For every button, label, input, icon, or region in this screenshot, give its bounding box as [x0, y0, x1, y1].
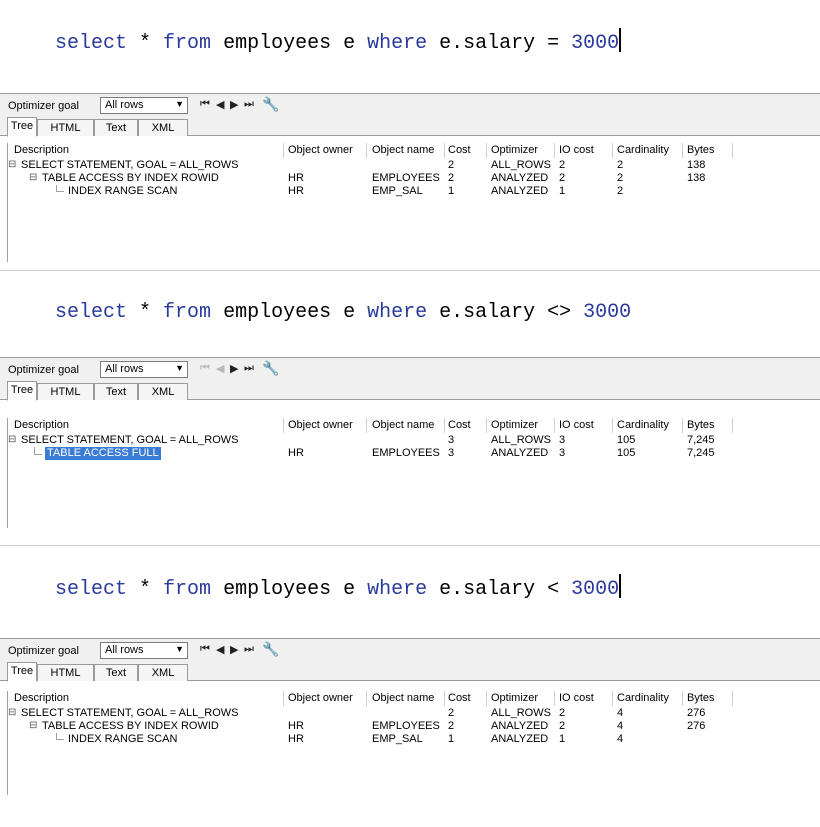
col-cost[interactable]: Cost	[448, 419, 471, 431]
first-icon[interactable]: ⏮	[200, 643, 210, 655]
sql-editor-1[interactable]	[0, 0, 820, 93]
sql-text: e.salary <>	[427, 301, 584, 324]
optimizer-toolbar-3	[0, 638, 820, 662]
tab-html[interactable]: HTML	[37, 119, 94, 136]
optimizer-goal-value: All rows	[105, 644, 144, 656]
row-cost: 2	[448, 172, 455, 184]
row-bytes: 276	[687, 720, 706, 732]
collapse-icon[interactable]: ⊟	[29, 720, 38, 731]
row-cardinality: 2	[617, 185, 624, 197]
col-cardinality[interactable]: Cardinality	[617, 419, 669, 431]
row-bytes: 276	[687, 707, 706, 719]
col-io-cost[interactable]: IO cost	[559, 144, 594, 156]
row-object-name: EMPLOYEES	[372, 172, 440, 184]
plan-panel-2	[0, 270, 820, 532]
col-object-owner[interactable]: Object owner	[288, 144, 353, 156]
plan-grid-3	[7, 691, 820, 795]
row-cost: 2	[448, 159, 455, 171]
sql-number: 3000	[571, 32, 620, 55]
row-object-name: EMP_SAL	[372, 185, 423, 197]
row-cardinality: 4	[617, 733, 624, 745]
row-io-cost: 2	[559, 707, 566, 719]
sql-text: *	[127, 301, 164, 324]
row-optimizer: ALL_ROWS	[491, 434, 551, 446]
next-icon[interactable]: ▶	[230, 99, 239, 111]
sql-keyword: select	[55, 301, 128, 324]
sql-keyword: from	[163, 301, 212, 324]
plan-panel-1	[0, 0, 820, 262]
grid-header	[8, 691, 820, 706]
row-description: SELECT STATEMENT, GOAL = ALL_ROWS	[21, 159, 239, 171]
sql-keyword: where	[367, 32, 428, 55]
row-object-name: EMP_SAL	[372, 733, 423, 745]
sql-text: employees e	[211, 32, 368, 55]
sql-number: 3000	[583, 301, 632, 324]
output-tabs-2	[0, 381, 820, 400]
table-row[interactable]	[8, 159, 820, 172]
col-optimizer[interactable]: Optimizer	[491, 692, 539, 704]
sql-keyword: select	[55, 32, 128, 55]
sql-keyword: from	[163, 578, 212, 601]
collapse-icon[interactable]: ⊟	[8, 707, 17, 718]
row-owner: HR	[288, 447, 304, 459]
row-cardinality: 105	[617, 447, 636, 459]
chevron-down-icon: ▼	[175, 99, 184, 109]
col-description[interactable]: Description	[14, 144, 70, 156]
row-cost: 1	[448, 733, 455, 745]
col-cardinality[interactable]: Cardinality	[617, 144, 669, 156]
optimizer-goal-select[interactable]	[100, 361, 188, 378]
output-tabs-1	[0, 117, 820, 136]
tree-connector	[34, 447, 35, 454]
col-bytes[interactable]: Bytes	[687, 419, 715, 431]
sql-editor-2[interactable]	[0, 270, 820, 357]
prev-icon[interactable]: ◀	[216, 363, 225, 375]
last-icon[interactable]: ⏭	[244, 362, 254, 374]
optimizer-toolbar-1	[0, 93, 820, 117]
table-row[interactable]	[8, 447, 820, 461]
row-bytes: 7,245	[687, 447, 715, 459]
sql-text: e.salary <	[427, 578, 572, 601]
row-bytes: 138	[687, 159, 706, 171]
row-io-cost: 2	[559, 159, 566, 171]
sql-keyword: from	[163, 32, 212, 55]
row-optimizer: ANALYZED	[491, 720, 549, 732]
tab-xml[interactable]: XML	[138, 119, 188, 136]
optimizer-goal-value: All rows	[105, 99, 144, 111]
optimizer-goal-value: All rows	[105, 363, 144, 375]
col-object-owner[interactable]: Object owner	[288, 419, 353, 431]
collapse-icon[interactable]: ⊟	[8, 159, 17, 170]
row-description: TABLE ACCESS BY INDEX ROWID	[42, 172, 219, 184]
last-icon[interactable]: ⏭	[244, 643, 254, 655]
collapse-icon[interactable]: ⊟	[29, 172, 38, 183]
sql-editor-3[interactable]	[0, 545, 820, 638]
optimizer-goal-label: Optimizer goal	[8, 645, 79, 657]
row-io-cost: 2	[559, 720, 566, 732]
output-tabs-3	[0, 662, 820, 681]
col-object-owner[interactable]: Object owner	[288, 692, 353, 704]
col-object-name[interactable]: Object name	[372, 144, 435, 156]
col-optimizer[interactable]: Optimizer	[491, 144, 539, 156]
tab-text[interactable]: Text	[94, 119, 138, 136]
tab-text[interactable]: Text	[94, 664, 138, 681]
first-icon[interactable]: ⏮	[200, 98, 210, 110]
table-row[interactable]	[8, 185, 820, 198]
col-description[interactable]: Description	[14, 692, 70, 704]
row-description: SELECT STATEMENT, GOAL = ALL_ROWS	[21, 434, 239, 446]
tab-tree[interactable]: Tree	[7, 381, 37, 401]
col-cost[interactable]: Cost	[448, 144, 471, 156]
sql-keyword: select	[55, 578, 128, 601]
table-row[interactable]	[8, 720, 820, 733]
prev-icon[interactable]: ◀	[216, 99, 225, 111]
first-icon[interactable]: ⏮	[200, 362, 210, 374]
row-optimizer: ANALYZED	[491, 185, 549, 197]
collapse-icon[interactable]: ⊟	[8, 434, 17, 445]
row-io-cost: 2	[559, 172, 566, 184]
last-icon[interactable]: ⏭	[244, 98, 254, 110]
wrench-icon[interactable]: 🔧	[262, 360, 280, 376]
row-object-name: EMPLOYEES	[372, 447, 440, 459]
wrench-icon[interactable]: 🔧	[262, 96, 280, 112]
sql-text: *	[127, 578, 164, 601]
optimizer-goal-label: Optimizer goal	[8, 364, 79, 376]
plan-grid-2	[7, 418, 820, 528]
sql-number: 3000	[571, 578, 620, 601]
row-owner: HR	[288, 185, 304, 197]
tree-connector	[34, 454, 42, 455]
sql-text: e.salary =	[427, 32, 572, 55]
row-io-cost: 1	[559, 733, 566, 745]
row-cardinality: 2	[617, 172, 624, 184]
tab-html[interactable]: HTML	[37, 383, 94, 400]
row-cardinality: 4	[617, 720, 624, 732]
row-description: INDEX RANGE SCAN	[68, 733, 178, 745]
next-icon[interactable]: ▶	[230, 644, 239, 656]
table-row[interactable]	[8, 733, 820, 746]
row-description-selected: TABLE ACCESS FULL	[47, 447, 159, 459]
row-bytes: 138	[687, 172, 706, 184]
col-cost[interactable]: Cost	[448, 692, 471, 704]
row-optimizer: ALL_ROWS	[491, 159, 551, 171]
plan-panel-3	[0, 545, 820, 795]
next-icon[interactable]: ▶	[230, 363, 239, 375]
row-cost: 2	[448, 720, 455, 732]
tab-xml[interactable]: XML	[138, 383, 188, 400]
tab-xml[interactable]: XML	[138, 664, 188, 681]
row-owner: HR	[288, 720, 304, 732]
table-row[interactable]	[8, 172, 820, 185]
prev-icon[interactable]: ◀	[216, 644, 225, 656]
row-optimizer: ANALYZED	[491, 733, 549, 745]
row-object-name: EMPLOYEES	[372, 720, 440, 732]
sql-keyword: where	[367, 578, 428, 601]
row-cardinality: 4	[617, 707, 624, 719]
sql-text: employees e	[211, 301, 368, 324]
grid-header	[8, 143, 820, 158]
row-cost: 1	[448, 185, 455, 197]
sql-keyword: where	[367, 301, 428, 324]
text-caret	[619, 28, 621, 52]
tree-connector	[56, 739, 64, 740]
sql-text: *	[127, 32, 164, 55]
row-optimizer: ALL_ROWS	[491, 707, 551, 719]
col-description[interactable]: Description	[14, 419, 70, 431]
optimizer-goal-label: Optimizer goal	[8, 100, 79, 112]
wrench-icon[interactable]: 🔧	[262, 641, 280, 657]
row-io-cost: 3	[559, 434, 566, 446]
row-cardinality: 105	[617, 434, 636, 446]
grid-header	[8, 418, 820, 433]
row-description: SELECT STATEMENT, GOAL = ALL_ROWS	[21, 707, 239, 719]
optimizer-toolbar-2	[0, 357, 820, 381]
row-cost: 3	[448, 447, 455, 459]
table-row[interactable]	[8, 434, 820, 447]
tab-tree[interactable]: Tree	[7, 117, 37, 137]
row-cardinality: 2	[617, 159, 624, 171]
optimizer-goal-select[interactable]	[100, 642, 188, 659]
sql-text: employees e	[211, 578, 368, 601]
optimizer-goal-select[interactable]	[100, 97, 188, 114]
row-cost: 2	[448, 707, 455, 719]
chevron-down-icon: ▼	[175, 644, 184, 654]
col-io-cost[interactable]: IO cost	[559, 692, 594, 704]
row-bytes: 7,245	[687, 434, 715, 446]
table-row[interactable]	[8, 707, 820, 720]
col-bytes[interactable]: Bytes	[687, 692, 715, 704]
col-bytes[interactable]: Bytes	[687, 144, 715, 156]
row-io-cost: 1	[559, 185, 566, 197]
row-description: INDEX RANGE SCAN	[68, 185, 178, 197]
row-io-cost: 3	[559, 447, 566, 459]
row-owner: HR	[288, 172, 304, 184]
chevron-down-icon: ▼	[175, 363, 184, 373]
plan-grid-1	[7, 143, 820, 262]
row-owner: HR	[288, 733, 304, 745]
col-object-name[interactable]: Object name	[372, 692, 435, 704]
col-object-name[interactable]: Object name	[372, 419, 435, 431]
tab-html[interactable]: HTML	[37, 664, 94, 681]
tree-connector	[56, 191, 64, 192]
tab-tree[interactable]: Tree	[7, 662, 37, 682]
col-io-cost[interactable]: IO cost	[559, 419, 594, 431]
row-optimizer: ANALYZED	[491, 172, 549, 184]
tab-text[interactable]: Text	[94, 383, 138, 400]
row-description: TABLE ACCESS BY INDEX ROWID	[42, 720, 219, 732]
text-caret	[619, 574, 621, 598]
col-cardinality[interactable]: Cardinality	[617, 692, 669, 704]
row-optimizer: ANALYZED	[491, 447, 549, 459]
col-optimizer[interactable]: Optimizer	[491, 419, 539, 431]
row-cost: 3	[448, 434, 455, 446]
